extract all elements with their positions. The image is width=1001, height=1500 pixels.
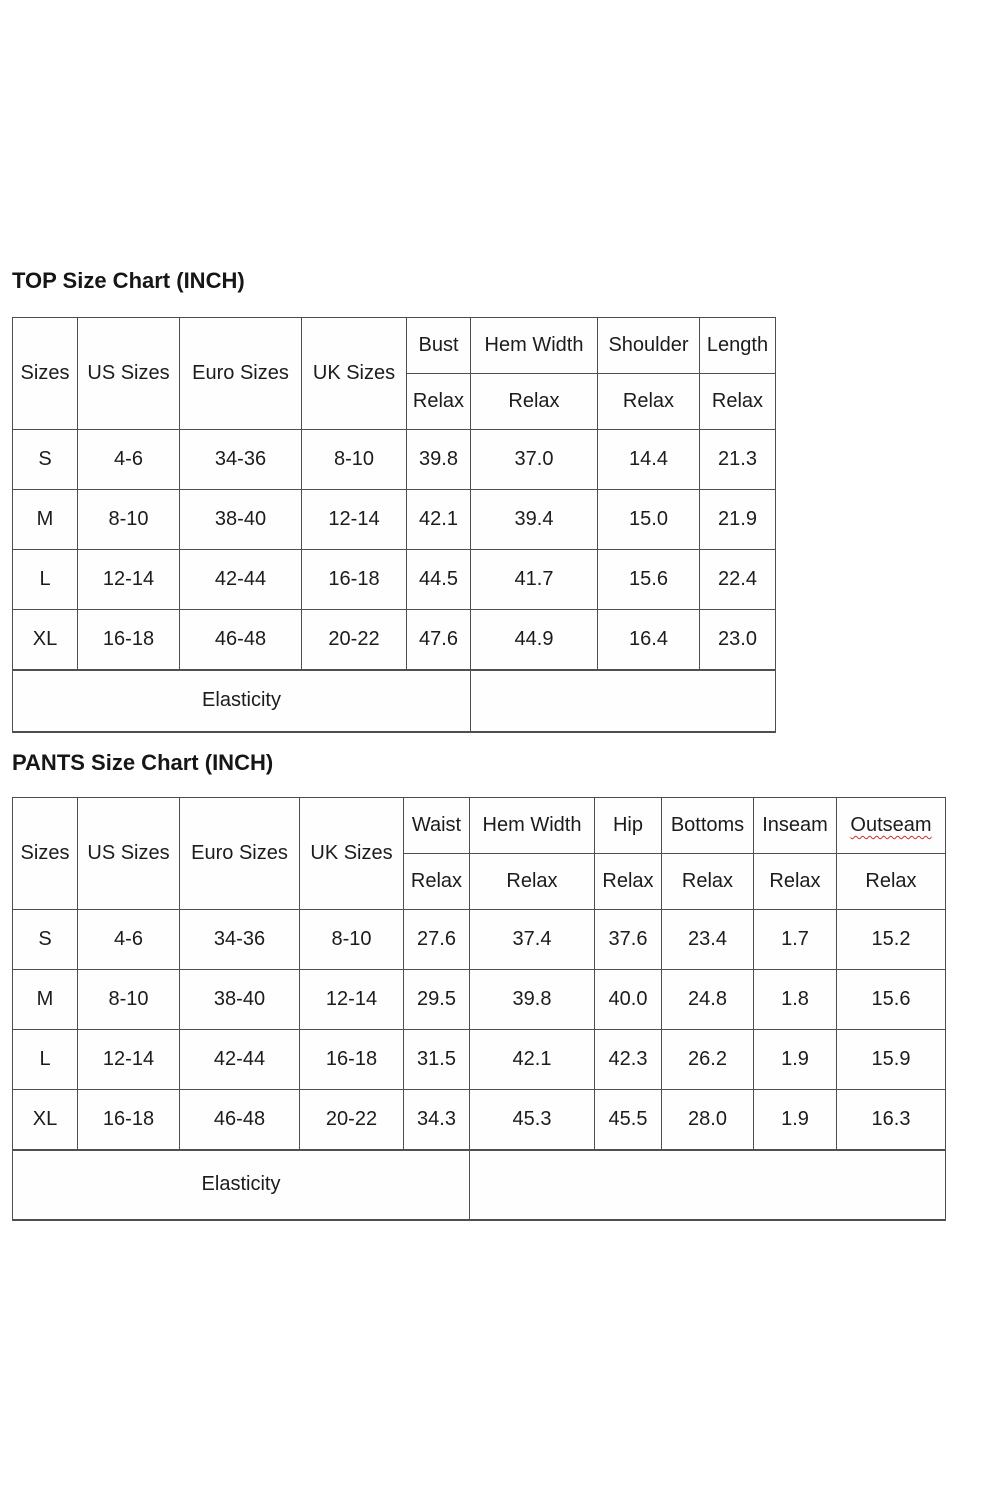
fit-label-cell: Relax (471, 374, 598, 430)
inseam-cell: 1.7 (754, 910, 837, 970)
top-row-l (13, 550, 776, 610)
elasticity-label: Elasticity (13, 1150, 470, 1220)
size-cell: XL (13, 1090, 78, 1150)
pants-size-table (12, 797, 946, 1221)
top-row-m (13, 490, 776, 550)
us-size-cell: 4-6 (78, 430, 180, 490)
us-size-cell: 16-18 (78, 1090, 180, 1150)
us-size-cell: 12-14 (78, 1030, 180, 1090)
size-cell: M (13, 970, 78, 1030)
header-uk-sizes: UK Sizes (302, 318, 407, 430)
uk-size-cell: 12-14 (302, 490, 407, 550)
bottoms-cell: 26.2 (662, 1030, 754, 1090)
euro-size-cell: 38-40 (180, 490, 302, 550)
pants-row-l (13, 1030, 946, 1090)
header-inseam: Inseam (754, 798, 837, 854)
header-shoulder: Shoulder (598, 318, 700, 374)
uk-size-cell: 8-10 (300, 910, 404, 970)
fit-label-cell: Relax (598, 374, 700, 430)
outseam-cell: 15.2 (837, 910, 946, 970)
hip-cell: 40.0 (595, 970, 662, 1030)
inseam-cell: 1.8 (754, 970, 837, 1030)
hip-cell: 37.6 (595, 910, 662, 970)
hip-cell: 45.5 (595, 1090, 662, 1150)
shoulder-cell: 16.4 (598, 610, 700, 670)
fit-label-cell: Relax (837, 854, 946, 910)
header-hip: Hip (595, 798, 662, 854)
header-bust: Bust (407, 318, 471, 374)
uk-size-cell: 20-22 (302, 610, 407, 670)
us-size-cell: 8-10 (78, 970, 180, 1030)
outseam-cell: 15.6 (837, 970, 946, 1030)
elasticity-label: Elasticity (13, 670, 471, 732)
hem-width-cell: 39.4 (471, 490, 598, 550)
fit-label-cell: Relax (700, 374, 776, 430)
shoulder-cell: 15.0 (598, 490, 700, 550)
waist-cell: 29.5 (404, 970, 470, 1030)
header-euro-sizes: Euro Sizes (180, 798, 300, 910)
hem-width-cell: 45.3 (470, 1090, 595, 1150)
outseam-cell: 16.3 (837, 1090, 946, 1150)
euro-size-cell: 42-44 (180, 550, 302, 610)
header-bottoms: Bottoms (662, 798, 754, 854)
length-cell: 23.0 (700, 610, 776, 670)
top-row-xl (13, 610, 776, 670)
header-hem-width: Hem Width (471, 318, 598, 374)
pants-chart-title: PANTS Size Chart (INCH) (12, 750, 274, 775)
header-euro-sizes: Euro Sizes (180, 318, 302, 430)
hem-width-cell: 44.9 (471, 610, 598, 670)
size-cell: S (13, 910, 78, 970)
size-cell: S (13, 430, 78, 490)
uk-size-cell: 20-22 (300, 1090, 404, 1150)
euro-size-cell: 38-40 (180, 970, 300, 1030)
euro-size-cell: 42-44 (180, 1030, 300, 1090)
pants-footer-row (13, 1150, 946, 1220)
hem-width-cell: 37.0 (471, 430, 598, 490)
outseam-spellcheck-underline: Outseam (850, 814, 932, 836)
header-outseam (837, 798, 946, 854)
header-waist: Waist (404, 798, 470, 854)
euro-size-cell: 34-36 (180, 430, 302, 490)
pants-row-xl (13, 1090, 946, 1150)
hem-width-cell: 39.8 (470, 970, 595, 1030)
fit-label-cell: Relax (404, 854, 470, 910)
length-cell: 21.3 (700, 430, 776, 490)
euro-size-cell: 34-36 (180, 910, 300, 970)
header-us-sizes: US Sizes (78, 798, 180, 910)
top-footer-row (13, 670, 776, 732)
size-cell: XL (13, 610, 78, 670)
length-cell: 22.4 (700, 550, 776, 610)
size-cell: M (13, 490, 78, 550)
top-size-table (12, 317, 776, 733)
uk-size-cell: 16-18 (300, 1030, 404, 1090)
header-sizes: Sizes (13, 798, 78, 910)
bottoms-cell: 28.0 (662, 1090, 754, 1150)
outseam-cell: 15.9 (837, 1030, 946, 1090)
elasticity-empty-cell (471, 670, 776, 732)
header-hem-width: Hem Width (470, 798, 595, 854)
uk-size-cell: 8-10 (302, 430, 407, 490)
header-us-sizes: US Sizes (78, 318, 180, 430)
shoulder-cell: 14.4 (598, 430, 700, 490)
pants-header-row-1 (13, 798, 946, 854)
us-size-cell: 4-6 (78, 910, 180, 970)
top-row-s (13, 430, 776, 490)
header-sizes: Sizes (13, 318, 78, 430)
fit-label-cell: Relax (754, 854, 837, 910)
fit-label-cell: Relax (407, 374, 471, 430)
waist-cell: 31.5 (404, 1030, 470, 1090)
bottoms-cell: 23.4 (662, 910, 754, 970)
fit-label-cell: Relax (662, 854, 754, 910)
shoulder-cell: 15.6 (598, 550, 700, 610)
inseam-cell: 1.9 (754, 1030, 837, 1090)
bust-cell: 39.8 (407, 430, 471, 490)
bottoms-cell: 24.8 (662, 970, 754, 1030)
bust-cell: 42.1 (407, 490, 471, 550)
euro-size-cell: 46-48 (180, 1090, 300, 1150)
waist-cell: 34.3 (404, 1090, 470, 1150)
uk-size-cell: 12-14 (300, 970, 404, 1030)
us-size-cell: 16-18 (78, 610, 180, 670)
fit-label-cell: Relax (470, 854, 595, 910)
us-size-cell: 8-10 (78, 490, 180, 550)
waist-cell: 27.6 (404, 910, 470, 970)
euro-size-cell: 46-48 (180, 610, 302, 670)
inseam-cell: 1.9 (754, 1090, 837, 1150)
bust-cell: 44.5 (407, 550, 471, 610)
pants-row-m (13, 970, 946, 1030)
top-header-row-1 (13, 318, 776, 374)
header-length: Length (700, 318, 776, 374)
size-cell: L (13, 1030, 78, 1090)
fit-label-cell: Relax (595, 854, 662, 910)
hem-width-cell: 37.4 (470, 910, 595, 970)
elasticity-empty-cell (470, 1150, 946, 1220)
us-size-cell: 12-14 (78, 550, 180, 610)
uk-size-cell: 16-18 (302, 550, 407, 610)
bust-cell: 47.6 (407, 610, 471, 670)
size-cell: L (13, 550, 78, 610)
hem-width-cell: 41.7 (471, 550, 598, 610)
top-chart-title: TOP Size Chart (INCH) (12, 268, 245, 293)
pants-row-s (13, 910, 946, 970)
header-uk-sizes: UK Sizes (300, 798, 404, 910)
length-cell: 21.9 (700, 490, 776, 550)
hem-width-cell: 42.1 (470, 1030, 595, 1090)
hip-cell: 42.3 (595, 1030, 662, 1090)
